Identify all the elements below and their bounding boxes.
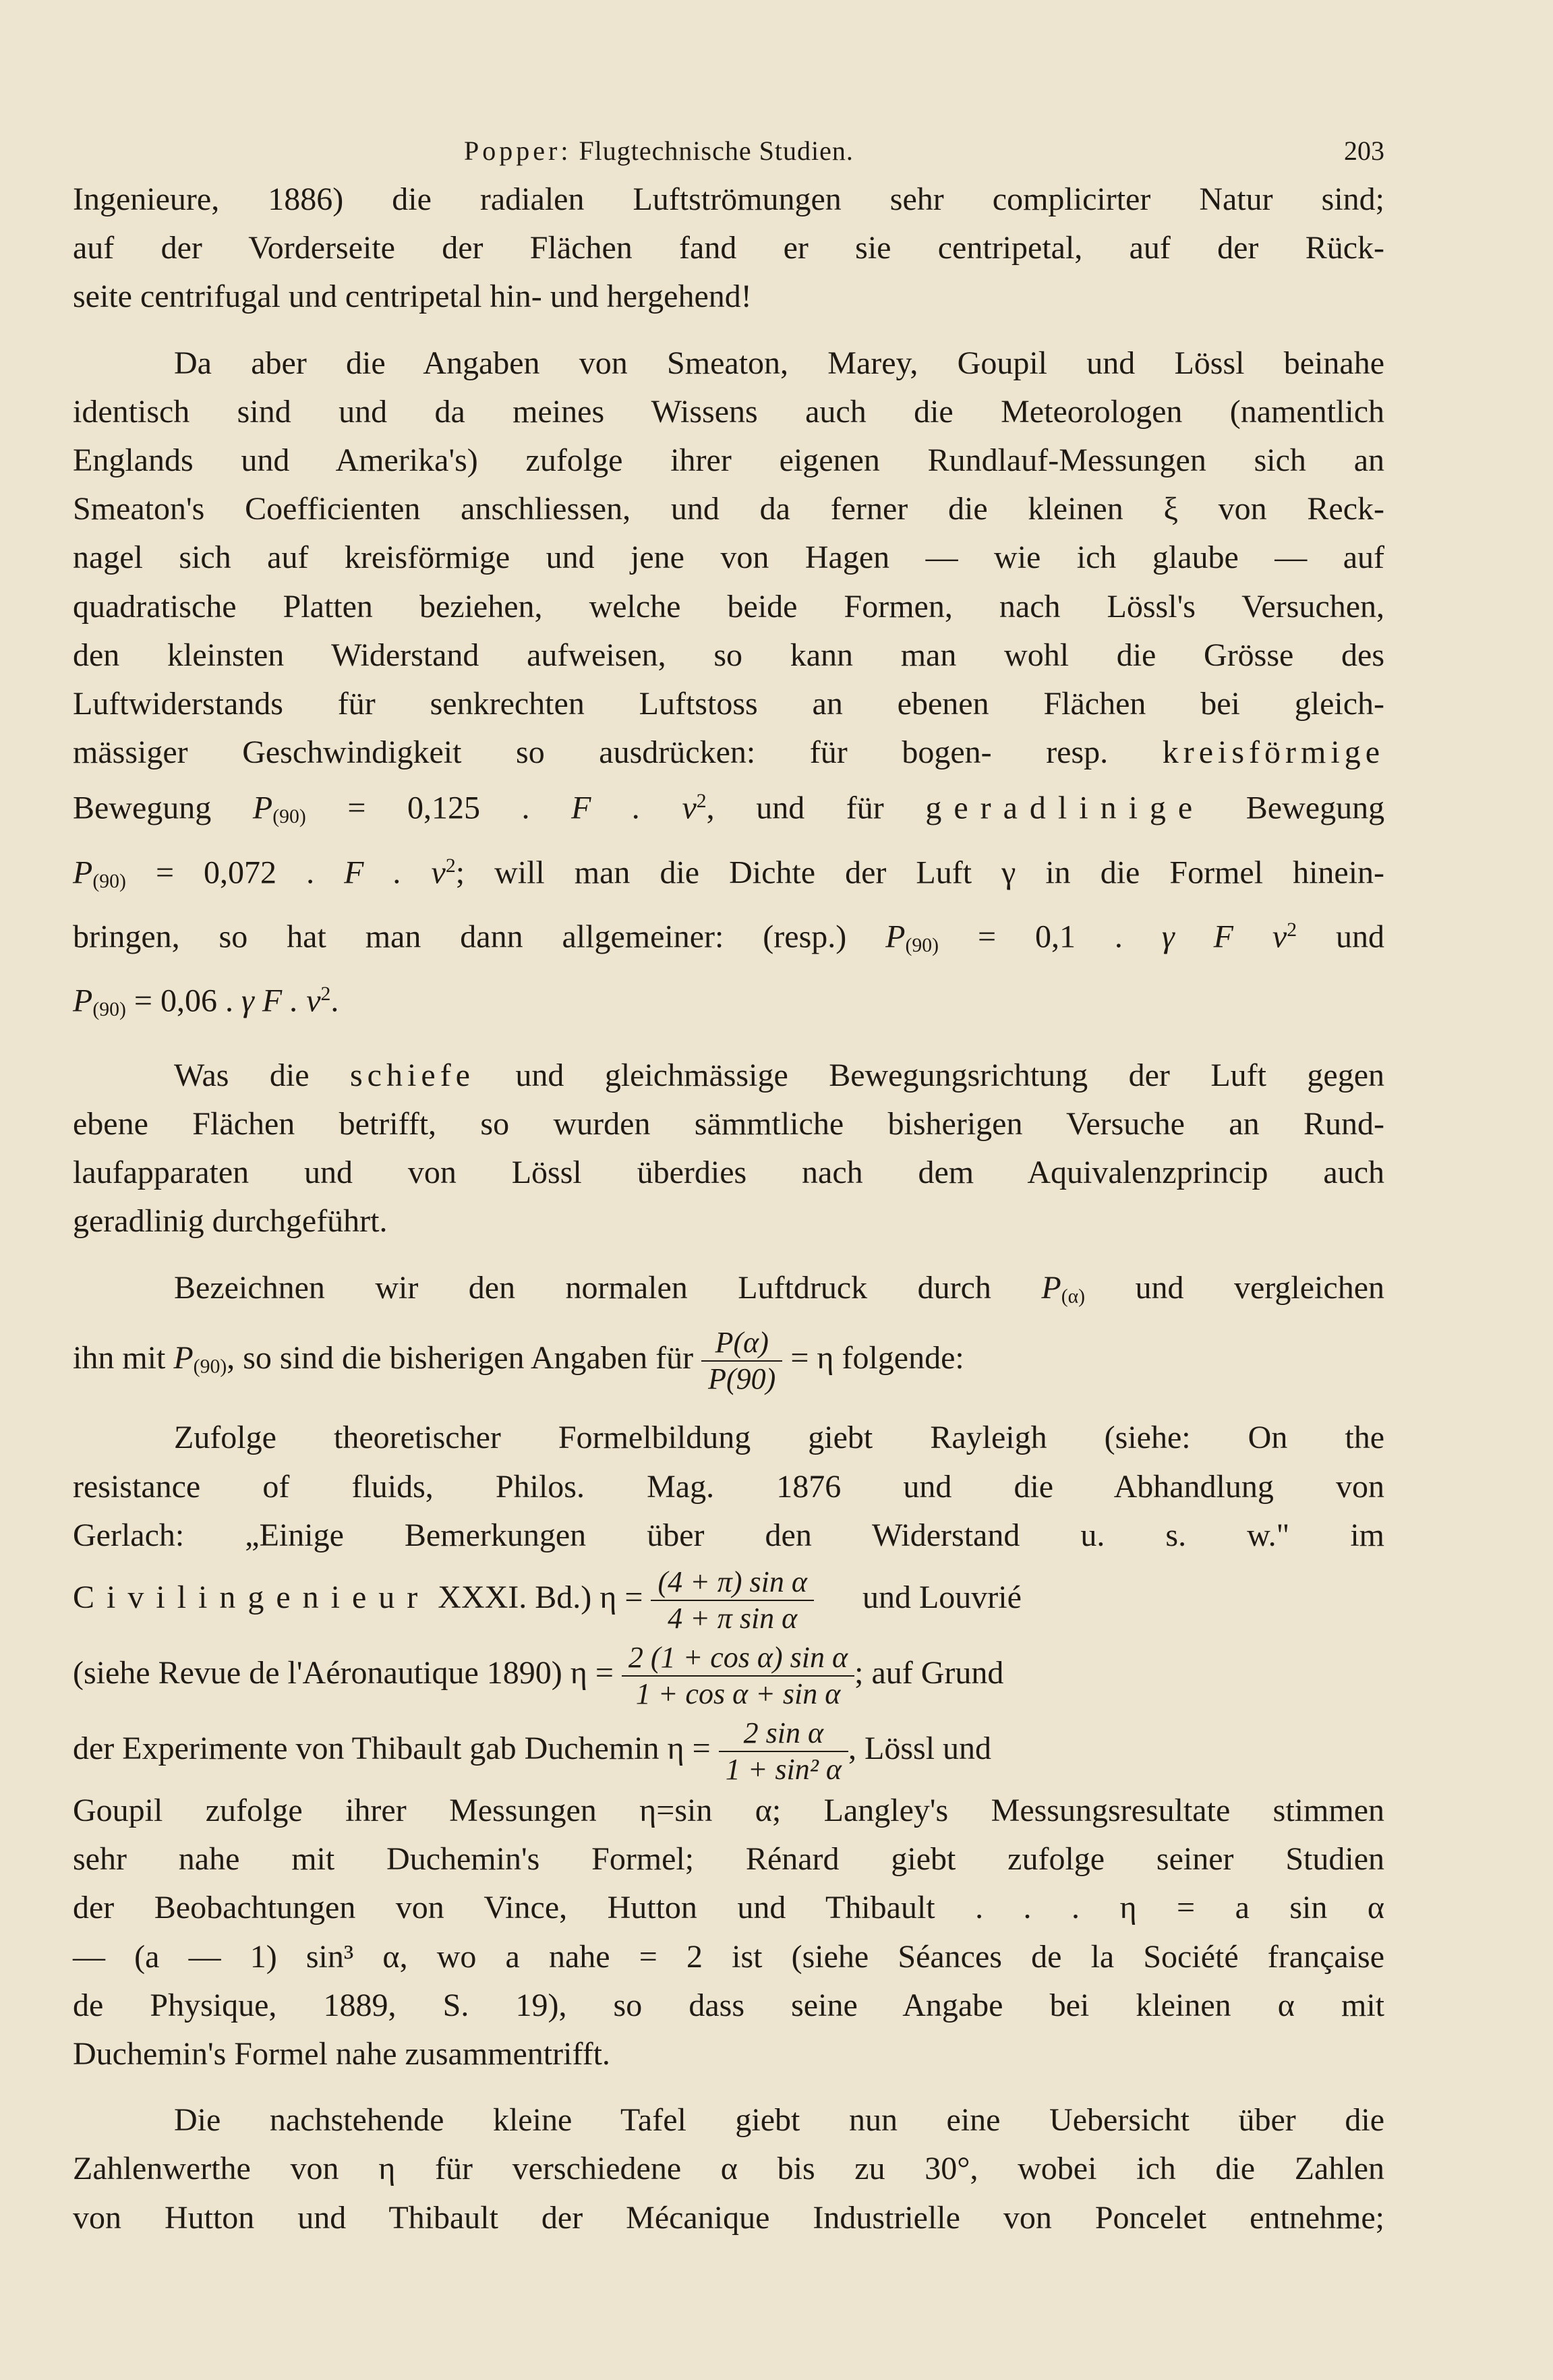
text-line [73, 906, 1384, 970]
paragraph-2 [73, 339, 1384, 1034]
header-author: Popper: [464, 136, 572, 166]
text-line: der Beobachtungen von Vince, Hutton und Thibault . . . η = a sin α [73, 1890, 1384, 1926]
text-line [73, 1264, 1384, 1321]
page-number: 203 [1344, 136, 1384, 166]
text-line: Gerlach: „Einige Bemerkungen über den Widerstand u. s. w." im [73, 1517, 1384, 1553]
text-line: laufapparaten und von Lössl überdies nach dem Aquivalenzprincip auch [73, 1155, 1384, 1191]
emphasis-text: schiefe [350, 1057, 475, 1093]
formula-subscript: (90) [905, 933, 939, 956]
formula-exponent: 2 [696, 790, 707, 813]
text-line [73, 1320, 1384, 1396]
text-line: Die nachstehende kleine Tafel giebt nun eine Uebersicht über die [174, 2102, 1384, 2139]
rayleigh-formula [651, 1566, 813, 1635]
text-line [73, 842, 1384, 906]
text-line: Englands und Amerika's) zufolge ihrer eigenen Rundlauf-Messungen sich an [73, 442, 1384, 479]
text-line: Da aber die Angaben von Smeaton, Marey, Goupil und Lössl beinahe [174, 345, 1384, 381]
text-line: seite centrifugal und centripetal hin- und hergehend! [73, 279, 752, 315]
fraction-numerator: (4 + π) sin α [651, 1566, 813, 1601]
text-line: Goupil zufolge ihrer Messungen η=sin α; Langley's Messungsresultate stimmen [73, 1793, 1384, 1829]
formula-exponent: 2 [1287, 918, 1297, 941]
paragraph-6 [73, 2096, 1384, 2242]
louvrie-formula [622, 1642, 854, 1711]
text-line: von Hutton und Thibault der Mécanique Industrielle von Poncelet entnehme; [73, 2199, 1384, 2236]
formula-symbol: F . v [571, 790, 697, 826]
emphasis-text: kreisförmige [1162, 734, 1384, 771]
formula-segment: = 0,125 . [347, 790, 530, 826]
text-line [73, 728, 1384, 777]
formula-segment: = 0,072 . [155, 854, 315, 890]
text-segment: Bewegung [1246, 790, 1385, 826]
running-title [464, 135, 854, 167]
text-line [73, 1711, 1384, 1787]
text-segment: Was die [174, 1057, 310, 1093]
fraction-numerator: 2 sin α [719, 1717, 848, 1752]
text-segment: , und für [706, 790, 884, 826]
text-segment: ihn mit [73, 1340, 166, 1376]
formula-symbol: γ F . v [241, 983, 321, 1019]
fraction-denominator: 1 + sin² α [725, 1753, 842, 1787]
text-segment: Bezeichnen wir den normalen Luftdruck durch [174, 1269, 991, 1306]
text-line: Zahlenwerthe von η für verschiedene α bis zu 30°, wobei ich die Zahlen [73, 2151, 1384, 2187]
formula-subscript: (α) [1061, 1285, 1086, 1308]
text-segment: , so sind die bisherigen Angaben für [227, 1340, 694, 1376]
formula-exponent: 2 [445, 854, 456, 877]
text-line: geradlinig durchgeführt. [73, 1203, 388, 1240]
text-line [73, 1051, 1384, 1100]
ratio-fraction [701, 1327, 782, 1396]
text-line [73, 970, 1384, 1034]
formula-symbol: P [73, 854, 93, 890]
formula-symbol: γ F v [1161, 919, 1287, 955]
text-segment: und Louvrié [862, 1579, 1022, 1616]
page [73, 135, 1384, 2242]
text-line: sehr nahe mit Duchemin's Formel; Rénard giebt zufolge seiner Studien [73, 1841, 1384, 1878]
text-line: resistance of fluids, Philos. Mag. 1876 und die Abhandlung von [73, 1468, 1384, 1505]
text-line: nagel sich auf kreisförmige und jene von Hagen — wie ich glaube — auf [73, 540, 1384, 576]
formula-symbol: P [173, 1340, 194, 1376]
fraction-denominator: 4 + π sin α [668, 1602, 798, 1635]
formula-symbol: P [885, 919, 906, 955]
fraction-numerator: P(α) [701, 1327, 782, 1362]
text-segment: und vergleichen [1135, 1269, 1385, 1306]
paragraph-3 [73, 1051, 1384, 1246]
formula-subscript: (90) [92, 997, 126, 1020]
formula-subscript: (90) [92, 869, 126, 892]
text-line: Luftwiderstands für senkrechten Luftstoss an ebenen Flächen bei gleich- [73, 686, 1384, 722]
duchemin-formula [719, 1717, 848, 1787]
text-line: de Physique, 1889, S. 19), so dass seine Angabe bei kleinen α mit [73, 1987, 1384, 2023]
text-line: — (a — 1) sin³ α, wo a nahe = 2 ist (siehe Séances de la Société française [73, 1938, 1384, 1975]
formula-symbol: P [1041, 1269, 1061, 1306]
text-segment: , Lössl und [848, 1731, 992, 1767]
paragraph-4 [73, 1264, 1384, 1397]
formula-symbol: F . v [344, 854, 446, 890]
text-line: Ingenieure, 1886) die radialen Luftströmungen sehr complicirter Natur sind; [73, 181, 1384, 217]
text-line: auf der Vorderseite der Flächen fand er sie centripetal, auf der Rück- [73, 230, 1384, 266]
text-segment: = η folgende: [790, 1340, 964, 1376]
emphasis-text: Civilingenieur [73, 1579, 430, 1616]
formula-symbol: P [252, 790, 273, 826]
text-line [73, 777, 1384, 841]
text-line [73, 1635, 1384, 1711]
formula-segment: = 0,06 . [134, 983, 233, 1019]
running-header [73, 135, 1384, 175]
text-line: Zufolge theoretischer Formelbildung giebt Rayleigh (siehe: On the [174, 1420, 1384, 1456]
text-line: identisch sind und da meines Wissens auch die Meteorologen (namentlich [73, 393, 1384, 430]
text-segment: XXXI. Bd.) η = [438, 1579, 643, 1616]
fraction-denominator: 1 + cos α + sin α [635, 1677, 841, 1711]
text-segment: mässiger Geschwindigkeit so ausdrücken: für bogen- resp. [73, 734, 1109, 771]
text-segment: ; auf Grund [854, 1655, 1004, 1691]
text-segment: der Experimente von Thibault gab Duchemin η = [73, 1731, 711, 1767]
fraction-numerator: 2 (1 + cos α) sin α [622, 1642, 854, 1677]
formula-exponent: 2 [320, 982, 331, 1005]
text-line: den kleinsten Widerstand aufweisen, so kann man wohl die Grösse des [73, 637, 1384, 673]
text-segment: bringen, so hat man dann allgemeiner: (resp.) [73, 919, 847, 955]
text-line: Smeaton's Coefficienten anschliessen, und da ferner die kleinen ξ von Reck- [73, 491, 1384, 527]
formula-segment: = 0,1 . [977, 919, 1123, 955]
text-line [73, 1560, 1384, 1635]
text-segment: (siehe Revue de l'Aéronautique 1890) η = [73, 1655, 614, 1691]
text-line: ebene Flächen betrifft, so wurden sämmtliche bisherigen Versuche an Rund- [73, 1106, 1384, 1142]
paragraph-5 [73, 1414, 1384, 2079]
emphasis-text: geradlinige [925, 790, 1205, 826]
formula-symbol: P [73, 983, 93, 1019]
text-line: Duchemin's Formel nahe zusammentrifft. [73, 2036, 610, 2072]
text-segment: und [1336, 919, 1385, 955]
text-segment: ; will man die Dichte der Luft γ in die Formel hinein- [455, 854, 1385, 890]
text-segment: Bewegung [73, 790, 212, 826]
paragraph-1 [73, 175, 1384, 322]
text-segment: und gleichmässige Bewegungsrichtung der Luft gegen [515, 1057, 1385, 1093]
text-segment: . [330, 983, 339, 1019]
header-title: Flugtechnische Studien. [579, 136, 854, 166]
fraction-denominator: P(90) [708, 1362, 776, 1396]
text-line: quadratische Platten beziehen, welche beide Formen, nach Lössl's Versuchen, [73, 588, 1384, 625]
formula-subscript: (90) [193, 1355, 227, 1378]
formula-subscript: (90) [272, 805, 306, 828]
